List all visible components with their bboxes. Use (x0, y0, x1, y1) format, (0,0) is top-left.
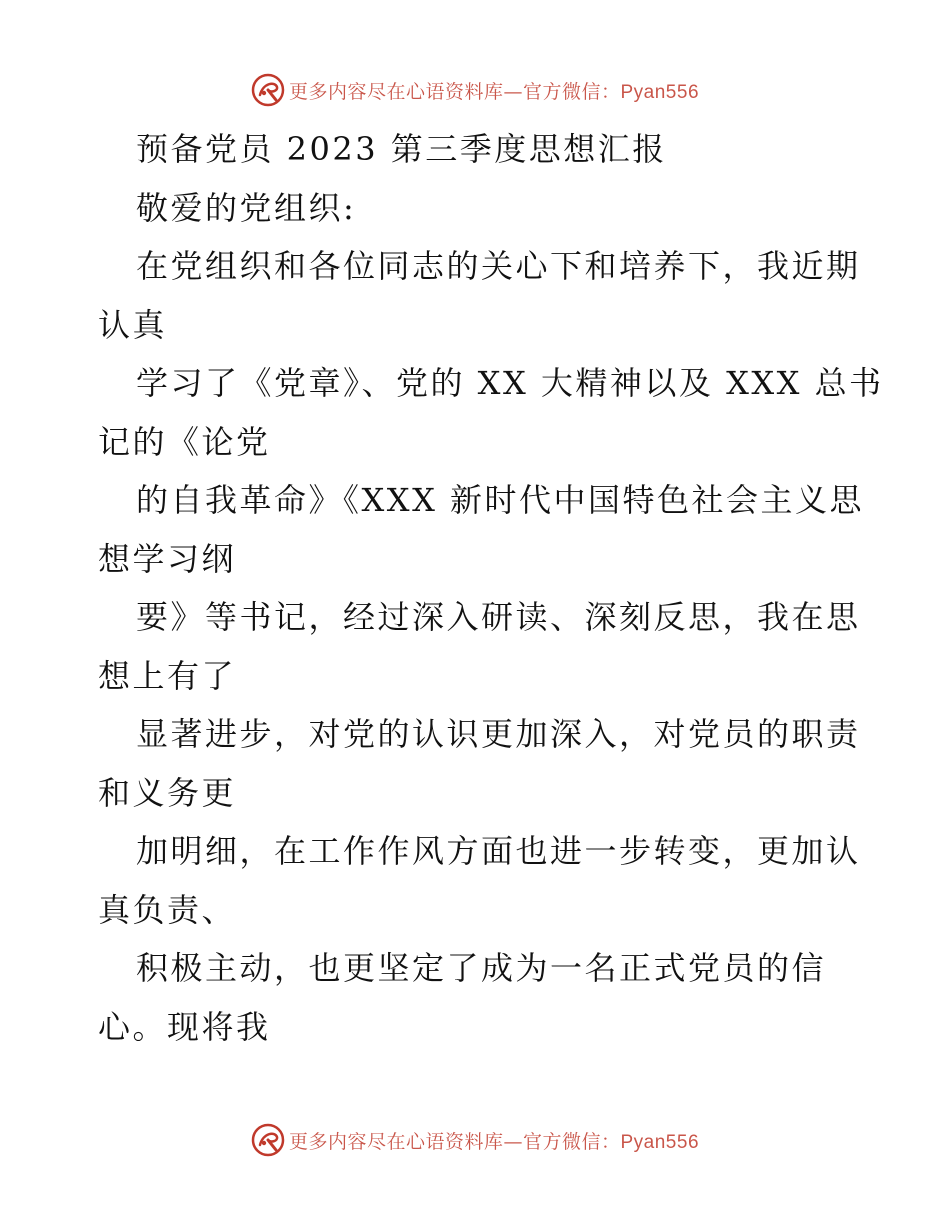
paragraph-line: 学习了《党章》、党的 XX 大精神以及 XXX 总书 (136, 364, 884, 402)
watermark-text: 更多内容尽在心语资料库—官方微信：Pyan556 (288, 1130, 700, 1153)
paragraph-line: 想上有了 (98, 656, 237, 695)
watermark-group (251, 1123, 699, 1157)
paragraph-line: 心。现将我 (98, 1007, 271, 1046)
doc-title: 预备党员 2023 第三季度思想汇报 (136, 130, 667, 168)
swirl-seal-icon (251, 73, 285, 107)
paragraph-line: 和义务更 (98, 773, 237, 812)
paragraph-line: 记的《论党 (98, 422, 271, 461)
paragraph-line: 加明细，在工作作风方面也进一步转变，更加认 (136, 832, 861, 870)
salutation: 敬爱的党组织: (136, 188, 357, 227)
footer-watermark (0, 1120, 950, 1160)
swirl-seal-icon (251, 1123, 285, 1157)
paragraph-line: 想学习纲 (98, 539, 237, 578)
header-watermark (0, 70, 950, 110)
paragraph-line: 显著进步，对党的认识更加深入，对党员的职责 (136, 715, 861, 753)
paragraph-line: 认真 (98, 305, 168, 344)
paragraph-line: 真负责、 (98, 890, 237, 929)
paragraph-line: 积极主动，也更坚定了成为一名正式党员的信 (136, 949, 827, 987)
document-body (98, 120, 884, 1056)
paragraph-line: 在党组织和各位同志的关心下和培养下，我近期 (136, 247, 861, 285)
paragraph-line: 的自我革命》《XXX 新时代中国特色社会主义思 (136, 481, 865, 519)
watermark-group (251, 73, 699, 107)
watermark-text: 更多内容尽在心语资料库—官方微信：Pyan556 (288, 80, 700, 103)
paragraph-line: 要》等书记，经过深入研读、深刻反思，我在思 (136, 598, 861, 636)
